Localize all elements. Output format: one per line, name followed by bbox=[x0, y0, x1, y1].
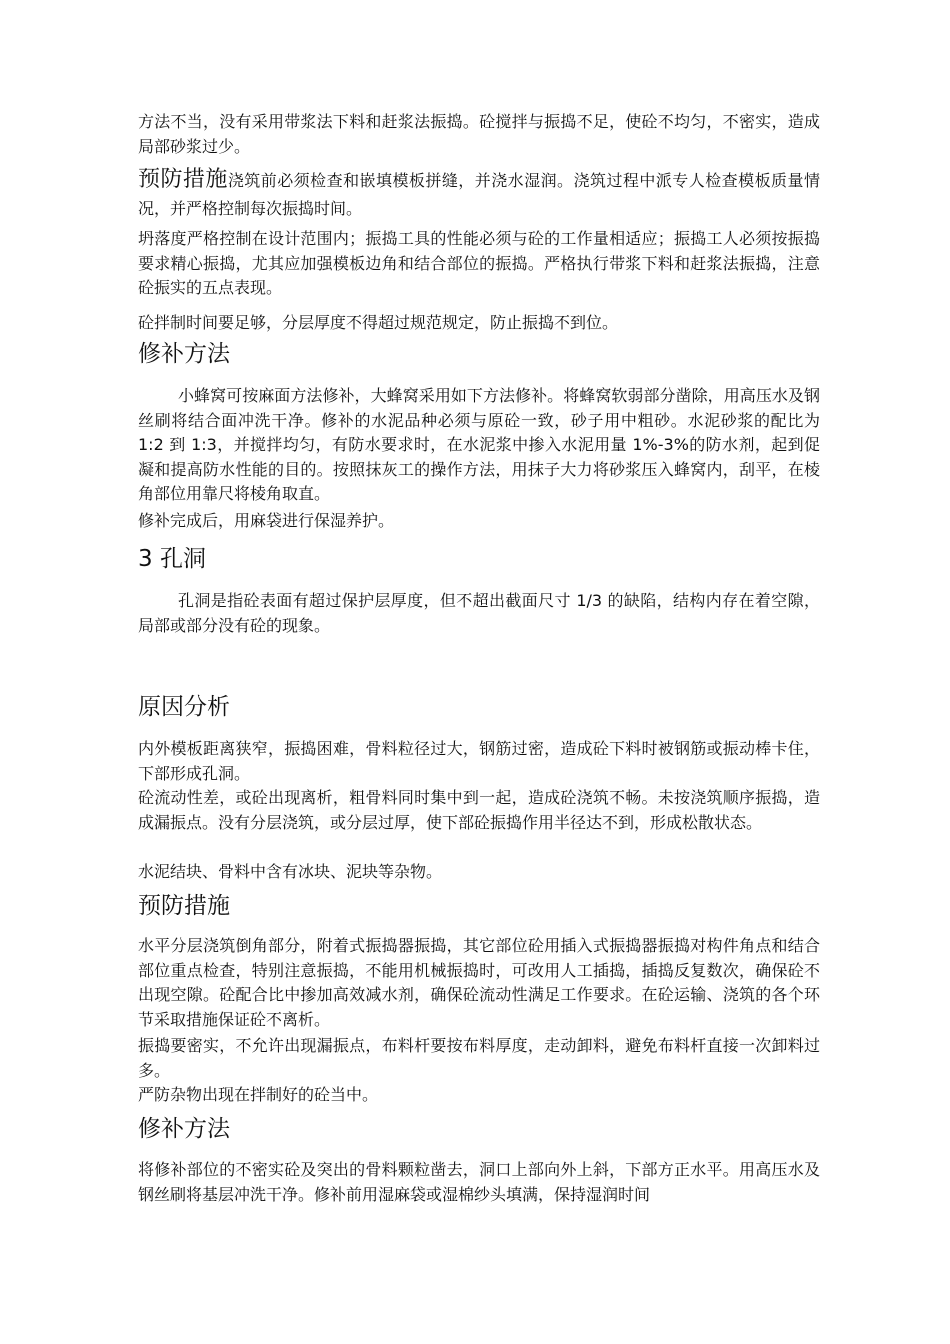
heading-prevention-measures: 预防措施 bbox=[138, 893, 230, 919]
paragraph-holes-definition: 孔洞是指砼表面有超过保护层厚度，但不超出截面尺寸 1/3 的缺陷，结构内存在着空隙，局部或部分没有砼的现象。 bbox=[138, 591, 820, 635]
paragraph-cause-3: 水泥结块、骨料中含有冰块、泥块等杂物。 bbox=[138, 862, 443, 881]
paragraph-honeycomb-cause-end: 方法不当，没有采用带浆法下料和赶浆法振捣。砼搅拌与振捣不足，使砼不均匀，不密实，造成局部砂浆过少。 bbox=[138, 112, 820, 156]
heading-repair-method: 修补方法 bbox=[138, 341, 230, 367]
paragraph-prevention-3: 严防杂物出现在拌制好的砼当中。 bbox=[138, 1085, 379, 1104]
heading-repair-method-holes: 修补方法 bbox=[138, 1116, 230, 1142]
paragraph-prevention-1: 水平分层浇筑倒角部分，附着式振捣器振捣，其它部位砼用插入式振捣器振捣对构件角点和结合部位重点检查，特别注意振捣，不能用机械振捣时，可改用人工插捣，插捣反复数次，确保砼不出现空隙。砼配合比中掺加高效减水剂，确保砼流动性满足工作要求。在砼运输、浇筑的各个环节采取措施保证砼不离析。 bbox=[138, 936, 820, 1029]
paragraph-cause-1: 内外模板距离狭窄，振捣困难，骨料粒径过大，钢筋过密，造成砼下料时被钢筋或振动棒卡住，下部形成孔洞。 bbox=[138, 739, 820, 783]
prevention-text: 浇筑前必须检查和嵌填模板拼缝，并浇水湿润。浇筑过程中派专人检查模板质量情况，并严格控制每次振捣时间。 bbox=[138, 171, 820, 218]
paragraph-mixing-time: 砼拌制时间要足够，分层厚度不得超过规范规定，防止振捣不到位。 bbox=[138, 313, 619, 332]
paragraph-honeycomb-repair: 小蜂窝可按麻面方法修补，大蜂窝采用如下方法修补。将蜂窝软弱部分凿除，用高压水及钢丝刷将结合面冲洗干净。修补的水泥品种必须与原砼一致，砂子用中粗砂。水泥砂浆的配比为 1:2 到 1:3，并搅拌均匀，有防水要求时，在水泥浆中掺入水泥用量 1%-3%的防水剂，起到促凝和提高防水性能的目的。按照抹灰工的操作方法，用抹子大力将砂浆压入蜂窝内，刮平，在棱角部位用靠尺将棱角取直。 bbox=[138, 386, 820, 503]
paragraph-holes-repair: 将修补部位的不密实砼及突出的骨料颗粒凿去，洞口上部向外上斜，下部方正水平。用高压水及钢丝刷将基层冲洗干净。修补前用湿麻袋或湿棉纱头填满，保持湿润时间 bbox=[138, 1160, 820, 1204]
paragraph-prevention-2: 振捣要密实，不允许出现漏振点，布料杆要按布料厚度，走动卸料，避免布料杆直接一次卸料过多。 bbox=[138, 1036, 820, 1080]
paragraph-honeycomb-prevention bbox=[138, 165, 820, 223]
paragraph-slump-control: 坍落度严格控制在设计范围内；振捣工具的性能必须与砼的工作量相适应；振捣工人必须按振捣要求精心振捣，尤其应加强模板边角和结合部位的振捣。严格执行带浆下料和赶浆法振捣，注意砼振实的五点表现。 bbox=[138, 229, 820, 297]
heading-prevention-inline: 预防措施 bbox=[138, 167, 228, 192]
heading-cause-analysis: 原因分析 bbox=[138, 694, 230, 720]
heading-holes-section: 3 孔洞 bbox=[138, 546, 206, 572]
paragraph-curing: 修补完成后，用麻袋进行保湿养护。 bbox=[138, 511, 395, 530]
paragraph-cause-2: 砼流动性差，或砼出现离析，粗骨料同时集中到一起，造成砼浇筑不畅。未按浇筑顺序振捣，造成漏振点。没有分层浇筑，或分层过厚，使下部砼振捣作用半径达不到，形成松散状态。 bbox=[138, 788, 820, 832]
